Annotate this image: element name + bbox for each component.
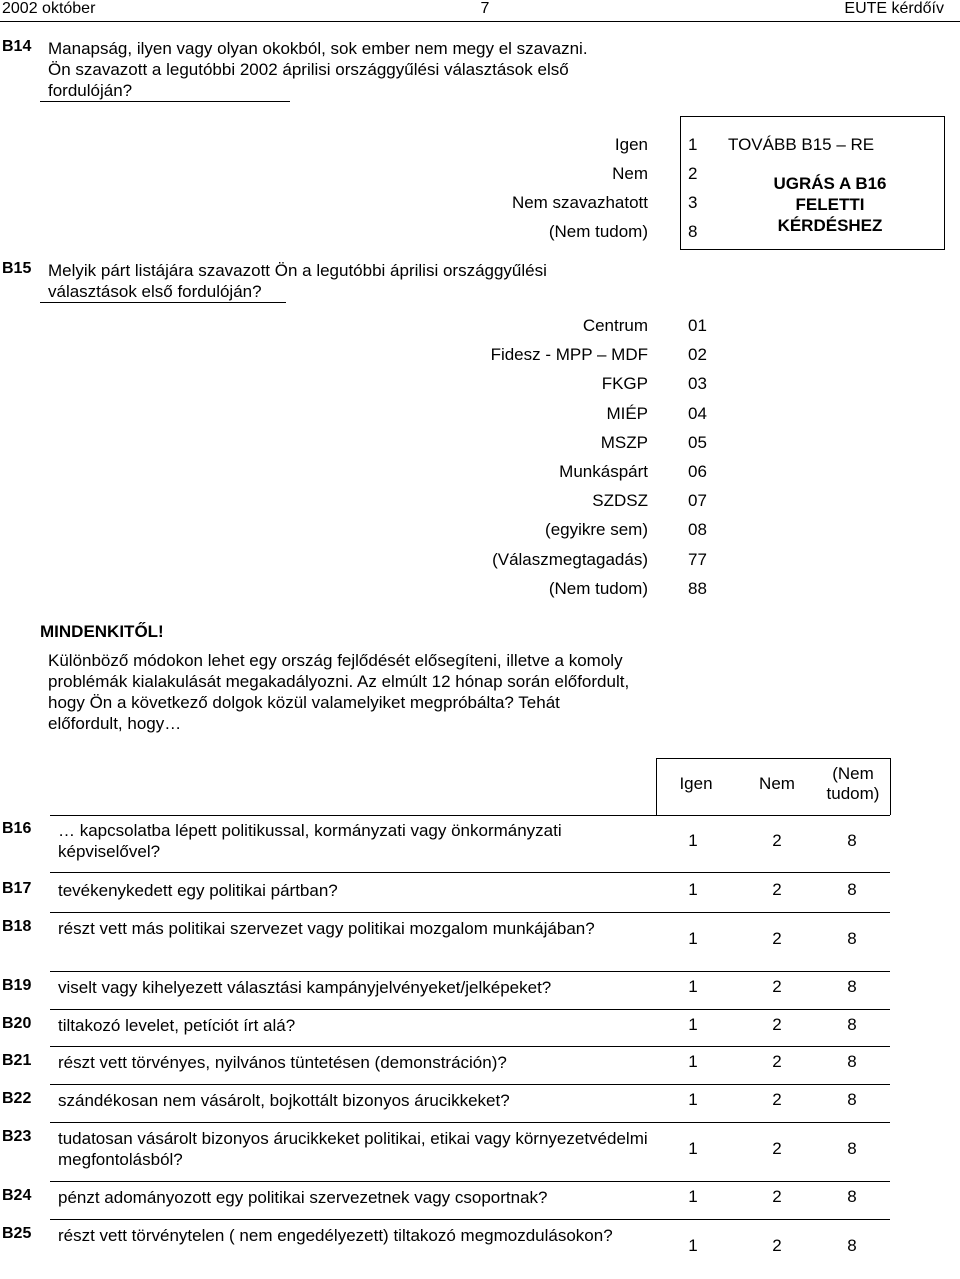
grid-answer-no[interactable]: 2: [772, 1236, 782, 1255]
grid-answer-yes[interactable]: 1: [688, 1139, 698, 1158]
routing-skip: UGRÁS A B16 FELETTI KÉRDÉSHEZ: [773, 174, 887, 235]
column-header-yes: Igen: [679, 774, 713, 793]
routing-continue: TOVÁBB B15 – RE: [728, 135, 875, 154]
grid-answer-no[interactable]: 2: [772, 831, 782, 850]
question-underline-b15: [40, 302, 286, 303]
grid-row-text: viselt vagy kihelyezett választási kampányjelvényeket/jelképeket?: [58, 978, 552, 997]
grid-answer-dk[interactable]: 8: [847, 880, 857, 899]
grid-answer-dk[interactable]: 8: [847, 1236, 857, 1255]
b15-option-label: Centrum: [582, 316, 648, 335]
grid-answer-dk[interactable]: 8: [847, 929, 857, 948]
grid-header-right-rule: [890, 758, 891, 815]
grid-row-number: B24: [2, 1187, 32, 1204]
grid-answer-yes[interactable]: 1: [688, 1090, 698, 1109]
grid-answer-yes[interactable]: 1: [688, 1187, 698, 1206]
b15-option-code[interactable]: 05: [688, 432, 707, 452]
question-number-b14: B14: [2, 38, 32, 55]
grid-row-rule: [50, 872, 890, 873]
grid-row-text: pénzt adományozott egy politikai szervezetnek vagy csoportnak?: [58, 1188, 548, 1207]
grid-row-number: B17: [2, 880, 32, 897]
grid-row-rule: [50, 815, 890, 816]
grid-row-rule: [50, 971, 890, 972]
b15-option-code[interactable]: 77: [688, 549, 707, 569]
b15-option-label: FKGP: [601, 374, 648, 394]
grid-answer-dk[interactable]: 8: [847, 977, 857, 996]
question-number-b15: B15: [2, 260, 32, 277]
header-document-title: EUTE kérdőív: [844, 0, 944, 17]
grid-answer-yes[interactable]: 1: [688, 880, 698, 899]
column-header-dont-know: (Nem tudom): [826, 764, 880, 803]
grid-answer-no[interactable]: 2: [772, 929, 782, 948]
grid-row-number: B22: [2, 1090, 32, 1107]
b15-option-label: MIÉP: [606, 403, 648, 423]
b15-option-label: Fidesz - MPP – MDF: [490, 345, 648, 365]
grid-answer-no[interactable]: 2: [772, 1015, 782, 1034]
header-rule: [0, 21, 960, 22]
question-text-b14: Manapság, ilyen vagy olyan okokból, sok ember nem megy el szavazni. Ön szavazott a legutóbbi 2002 áprilisi országgyűlési választások első fordulóján?: [48, 39, 588, 100]
grid-answer-no[interactable]: 2: [772, 1052, 782, 1071]
grid-row-number: B21: [2, 1052, 32, 1069]
grid-row-text: szándékosan nem vásárolt, bojkottált bizonyos árucikkeket?: [58, 1091, 510, 1110]
grid-row-number: B23: [2, 1128, 32, 1145]
b14-option-code[interactable]: 3: [688, 193, 698, 212]
b15-option-label: SZDSZ: [592, 491, 648, 511]
b14-option-label: Nem szavazhatott: [511, 193, 648, 212]
grid-answer-yes[interactable]: 1: [688, 1015, 698, 1034]
b14-option-code[interactable]: 8: [688, 222, 698, 241]
grid-answer-no[interactable]: 2: [772, 880, 782, 899]
grid-row-rule: [50, 912, 890, 913]
b15-option-label: MSZP: [600, 432, 648, 452]
grid-row-rule: [50, 1009, 890, 1010]
b14-option-label: Nem: [612, 164, 648, 183]
grid-answer-yes[interactable]: 1: [688, 929, 698, 948]
grid-answer-yes[interactable]: 1: [688, 831, 698, 850]
grid-row-text: tiltakozó levelet, petíciót írt alá?: [58, 1016, 296, 1035]
grid-row-rule: [50, 1181, 890, 1182]
grid-row-number: B16: [2, 820, 32, 837]
grid-answer-no[interactable]: 2: [772, 977, 782, 996]
grid-answer-dk[interactable]: 8: [847, 831, 857, 850]
b15-option-code[interactable]: 07: [688, 491, 707, 511]
grid-answer-no[interactable]: 2: [772, 1090, 782, 1109]
b14-option-code[interactable]: 1: [688, 135, 698, 154]
grid-row-text: részt vett törvénytelen ( nem engedélyezett) tiltakozó megmozdulásokon?: [58, 1226, 613, 1245]
grid-answer-no[interactable]: 2: [772, 1139, 782, 1158]
b15-option-code[interactable]: 88: [688, 578, 707, 598]
grid-row-text: tudatosan vásárolt bizonyos árucikkeket politikai, etikai vagy környezetvédelmi megfontolásból?: [58, 1129, 648, 1169]
b14-option-code[interactable]: 2: [688, 164, 698, 183]
section-intro-text: Különböző módokon lehet egy ország fejlődését elősegíteni, illetve a komoly problémák kialakulását megakadályozni. Az elmúlt 12 hónap során előfordult, hogy Ön a következő dolgok közül valamelyiket megpróbálta? Tehát előfordult, hogy…: [48, 651, 630, 733]
grid-answer-yes[interactable]: 1: [688, 1052, 698, 1071]
b15-option-label: (egyikre sem): [545, 520, 648, 540]
b15-option-label: Munkáspárt: [559, 462, 648, 481]
b15-option-code[interactable]: 06: [688, 462, 707, 481]
b15-option-code[interactable]: 04: [688, 403, 707, 423]
grid-row-rule: [50, 1219, 890, 1220]
grid-row-text: … kapcsolatba lépett politikussal, kormányzati vagy önkormányzati képviselővel?: [58, 821, 562, 861]
grid-answer-dk[interactable]: 8: [847, 1090, 857, 1109]
grid-row-number: B19: [2, 977, 32, 994]
grid-answer-dk[interactable]: 8: [847, 1052, 857, 1071]
grid-answer-yes[interactable]: 1: [688, 977, 698, 996]
grid-row-text: részt vett más politikai szervezet vagy politikai mozgalom munkájában?: [58, 919, 595, 938]
header-date: 2002 október: [2, 0, 96, 17]
grid-row-rule: [50, 1046, 890, 1047]
grid-answer-dk[interactable]: 8: [847, 1187, 857, 1206]
grid-row-text: részt vett törvényes, nyilvános tüntetésen (demonstráción)?: [58, 1053, 507, 1072]
grid-answer-yes[interactable]: 1: [688, 1236, 698, 1255]
grid-row-rule: [50, 1122, 890, 1123]
b15-option-code[interactable]: 03: [688, 374, 707, 394]
grid-answer-dk[interactable]: 8: [847, 1015, 857, 1034]
grid-row-number: B25: [2, 1225, 32, 1242]
b15-option-code[interactable]: 01: [688, 316, 707, 335]
grid-header-top-rule: [656, 758, 891, 759]
grid-header-left-rule: [656, 758, 657, 815]
b15-option-code[interactable]: 08: [688, 520, 707, 540]
question-text-b15: Melyik párt listájára szavazott Ön a legutóbbi áprilisi országgyűlési választások első fordulóján?: [48, 261, 547, 301]
grid-answer-dk[interactable]: 8: [847, 1139, 857, 1158]
grid-answer-no[interactable]: 2: [772, 1187, 782, 1206]
page-number: 7: [480, 0, 490, 17]
b15-option-code[interactable]: 02: [688, 345, 707, 365]
grid-row-text: tevékenykedett egy politikai pártban?: [58, 881, 338, 900]
grid-row-number: B20: [2, 1015, 32, 1032]
b14-option-label: (Nem tudom): [548, 222, 648, 241]
section-title-everyone: MINDENKITŐL!: [40, 622, 164, 641]
b14-option-label: Igen: [614, 135, 648, 154]
grid-row-number: B18: [2, 918, 32, 935]
b15-option-label: (Nem tudom): [548, 578, 648, 598]
column-header-no: Nem: [759, 774, 795, 793]
b15-option-label: (Válaszmegtagadás): [492, 549, 648, 569]
question-underline-b14: [40, 101, 290, 102]
grid-row-rule: [50, 1084, 890, 1085]
